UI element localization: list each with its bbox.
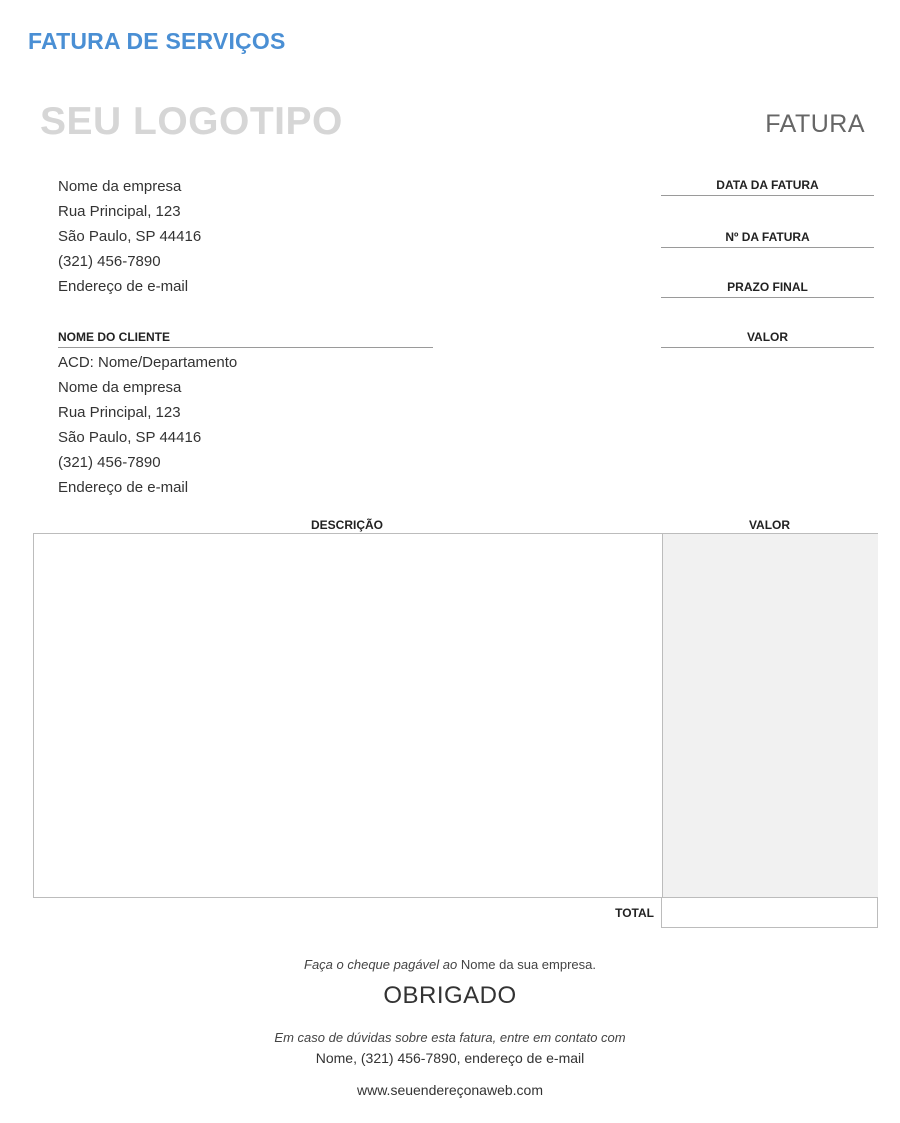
invoice-date-field[interactable]: DATA DA FATURA [661,175,874,196]
document-title: FATURA DE SERVIÇOS [28,28,286,54]
contact-line: Nome, (321) 456-7890, endereço de e-mail [315,1050,585,1066]
cheque-note [0,957,900,972]
company-phone: (321) 456-7890 [58,253,161,270]
client-city: São Paulo, SP 44416 [58,429,202,446]
company-email: Endereço de e-mail [58,278,189,295]
client-heading: NOME DO CLIENTE [58,330,171,344]
client-phone: (321) 456-7890 [58,454,161,471]
total-label: TOTAL [615,906,654,920]
client-heading-row [58,327,433,348]
client-attention: ACD: Nome/Departamento [58,354,238,371]
client-company: Nome da empresa [58,379,182,396]
company-city: São Paulo, SP 44416 [58,228,202,245]
client-street: Rua Principal, 123 [58,404,181,421]
invoice-label: FATURA [765,110,865,138]
thank-you: OBRIGADO [383,982,517,1009]
total-value-field[interactable] [661,897,878,928]
items-table [33,533,878,898]
company-info [58,174,201,299]
company-street: Rua Principal, 123 [58,203,181,220]
value-area[interactable] [662,534,878,897]
questions-note: Em caso de dúvidas sobre esta fatura, entre em contato com [274,1030,626,1045]
description-column-header: DESCRIÇÃO [310,518,383,532]
due-date-field[interactable]: PRAZO FINAL [661,277,874,298]
value-column-header: VALOR [748,518,791,532]
client-email: Endereço de e-mail [58,479,189,496]
company-name: Nome da empresa [58,178,182,195]
cheque-prefix: Faça o cheque pagável ao [304,957,461,972]
amount-field[interactable]: VALOR [661,327,874,348]
description-area[interactable] [34,534,661,897]
invoice-number-field[interactable]: Nº DA FATURA [661,227,874,248]
website-link[interactable]: www.seuendereçonaweb.com [357,1082,543,1098]
client-info [58,350,237,500]
logo-placeholder: SEU LOGOTIPO [40,100,343,143]
cheque-company-name: Nome da sua empresa. [460,957,596,972]
